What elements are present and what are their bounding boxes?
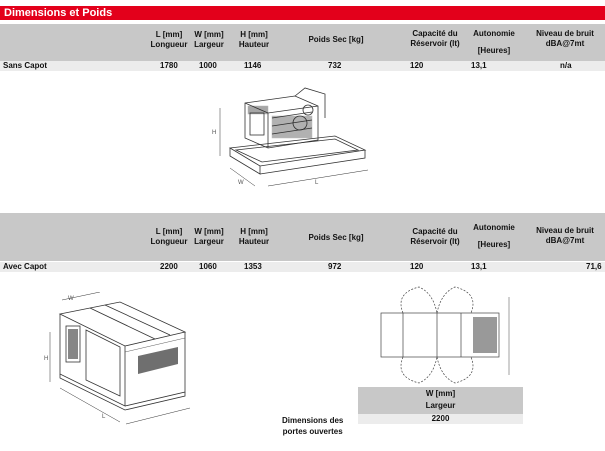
row-poids: 732 [328,61,342,70]
row-bruit: 71,6 [586,262,602,271]
col-l-header: L [mm] Longueur [150,227,188,246]
col-capacite-header: Capacité du Réservoir (lt) [410,227,460,246]
dim-w-label: W [238,180,244,186]
row-label: Avec Capot [3,262,47,271]
doors-open-top-view [375,285,525,385]
dim-l-label: L [315,180,319,186]
row-l: 2200 [160,262,178,271]
col-autonomie-header: Autonomie [Heures] [473,29,515,55]
col-bruit-header: Niveau de bruit dBA@7mt [536,226,594,245]
row-poids: 972 [328,262,342,271]
row-label: Sans Capot [3,61,48,70]
row-cap: 120 [410,262,424,271]
dim-h-label: H [212,130,217,136]
row-h: 1353 [244,262,262,271]
row-w: 1060 [199,262,217,271]
generator-open-drawing [200,78,380,198]
row-w: 1000 [199,61,217,70]
col-bruit-header: Niveau de bruit dBA@7mt [536,29,594,48]
col-w-header: W [mm] Largeur [194,30,224,49]
col-poids-header: Poids Sec [kg] [308,35,364,44]
spec-header-1 [0,24,605,64]
doors-caption: Dimensions des portes ouvertes [282,416,344,436]
row-h: 1146 [244,61,262,70]
doors-width-header: W [mm] Largeur [358,387,523,414]
row-bruit: n/a [560,61,572,70]
col-capacite-header: Capacité du Réservoir (lt) [410,29,460,48]
table-row-sans-capot [0,61,605,71]
row-cap: 120 [410,61,424,70]
doors-width-value: 2200 [358,414,523,424]
col-h-header: H [mm] Hauteur [238,30,270,49]
col-autonomie-header: Autonomie [Heures] [473,223,515,249]
col-l-header: L [mm] Longueur [150,30,188,49]
col-h-header: H [mm] Hauteur [238,227,270,246]
row-l: 1780 [160,61,178,70]
dim-h-label: H [44,356,49,362]
row-auto: 13,1 [471,61,487,70]
spec-header-2 [0,213,605,261]
dim-w-label: W [68,296,74,302]
section-title: Dimensions et Poids [0,6,605,20]
row-auto: 13,1 [471,262,487,271]
doors-width-table [358,387,523,424]
col-w-header: W [mm] Largeur [194,227,224,246]
generator-canopy-drawing [40,292,200,437]
table-row-avec-capot [0,262,605,272]
col-poids-header: Poids Sec [kg] [308,233,364,242]
dim-l-label: L [102,414,106,420]
